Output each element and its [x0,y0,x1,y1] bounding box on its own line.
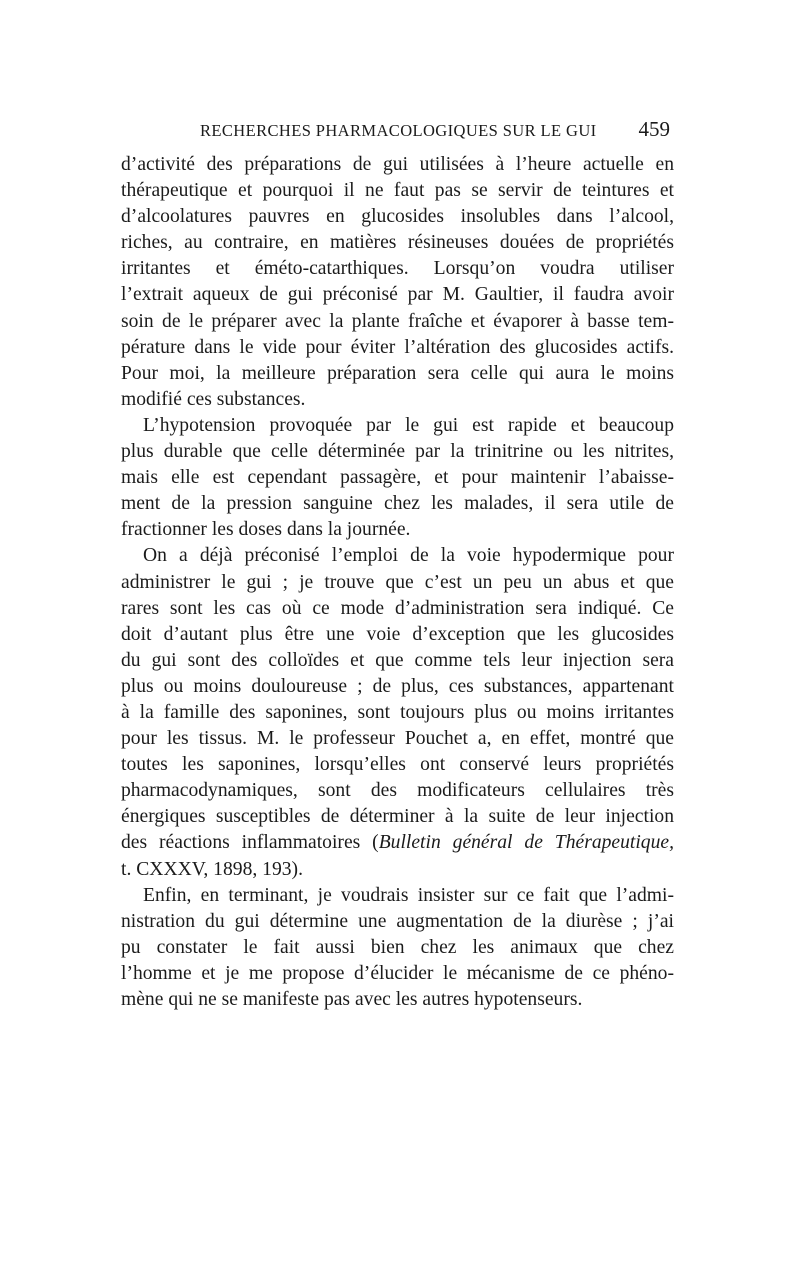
text-line: à la famille des saponines, sont toujours plus ou moins irritantes [121,701,674,723]
text-line: pharmacodynamiques, sont des modificateurs cellulaires très [121,780,674,802]
text-line: l’extrait aqueux de gui préconisé par M. Gaultier, il faudra avoir [121,284,674,306]
text-line: mais elle est cependant passagère, et pour maintenir l’abaisse- [121,467,674,489]
text-line: L’hypotension provoquée par le gui est rapide et beaucoup [143,414,674,436]
paragraph-3 [121,543,674,882]
text-line: irritantes et éméto-catarthiques. Lorsqu’on voudra utiliser [121,258,674,280]
text-line: fractionner les doses dans la journée. [121,519,411,541]
text-line: mène qui ne se manifeste pas avec les autres hypotenseurs. [121,989,583,1010]
text-line: doit d’autant plus être une voie d’exception que les glucosides [121,623,674,645]
text-line: Enfin, en terminant, je voudrais insister sur ce fait que l’admi- [143,884,674,906]
paragraph-1 [121,152,674,413]
text-line: ment de la pression sanguine chez les malades, il sera utile de [121,493,674,515]
text-line: Pour moi, la meilleure préparation sera celle qui aura le moins [121,362,674,384]
running-title: RECHERCHES PHARMACOLOGIQUES SUR LE GUI [200,121,597,140]
citation-prefix: des réactions inflammatoires ( [121,832,379,854]
text-line: toutes les saponines, lorsqu’elles ont conservé leurs propriétés [121,754,674,776]
text-line: du gui sont des colloïdes et que comme tels leur injection sera [121,649,674,671]
page-number: 459 [638,117,670,141]
paragraph-2 [121,413,674,543]
text-line: On a déjà préconisé l’emploi de la voie hypodermique pour [143,545,674,567]
text-line: nistration du gui détermine une augmentation de la diurèse ; j’ai [121,910,674,932]
text-line: pour les tissus. M. le professeur Pouchet a, en effet, montré que [121,728,674,750]
text-line: pérature dans le vide pour éviter l’altération des glucosides actifs. [121,336,674,358]
paragraph-4 [121,883,674,1013]
text-line: riches, au contraire, en matières résineuses douées de propriétés [121,232,674,254]
text-line: plus durable que celle déterminée par la trinitrine ou les nitrites, [121,441,674,463]
text-line: soin de le préparer avec la plante fraîche et évaporer à basse tem- [121,310,674,332]
page-body [121,152,674,1013]
text-line: l’homme et je me propose d’élucider le mécanisme de ce phéno- [121,962,674,984]
text-line: thérapeutique et pourquoi il ne faut pas se servir de teintures et [121,180,674,202]
text-line: plus ou moins douloureuse ; de plus, ces substances, appartenant [121,675,674,697]
text-line: pu constater le fait aussi bien chez les animaux que chez [121,936,674,958]
text-line: modifié ces substances. [121,388,306,410]
page-header [200,117,670,143]
text-line: d’alcoolatures pauvres en glucosides insolubles dans l’alcool, [121,206,674,228]
citation-details: t. CXXXV, 1898, 193). [121,858,303,880]
citation-journal: Bulletin général de Thérapeutique, [378,832,674,854]
text-line: administrer le gui ; je trouve que c’est un peu un abus et que [121,571,674,593]
text-line: énergiques susceptibles de déterminer à la suite de leur injection [121,806,674,828]
text-line: d’activité des préparations de gui utilisées à l’heure actuelle en [121,154,674,175]
text-line: rares sont les cas où ce mode d’administration sera indiqué. Ce [121,597,674,619]
citation-line [121,830,674,856]
